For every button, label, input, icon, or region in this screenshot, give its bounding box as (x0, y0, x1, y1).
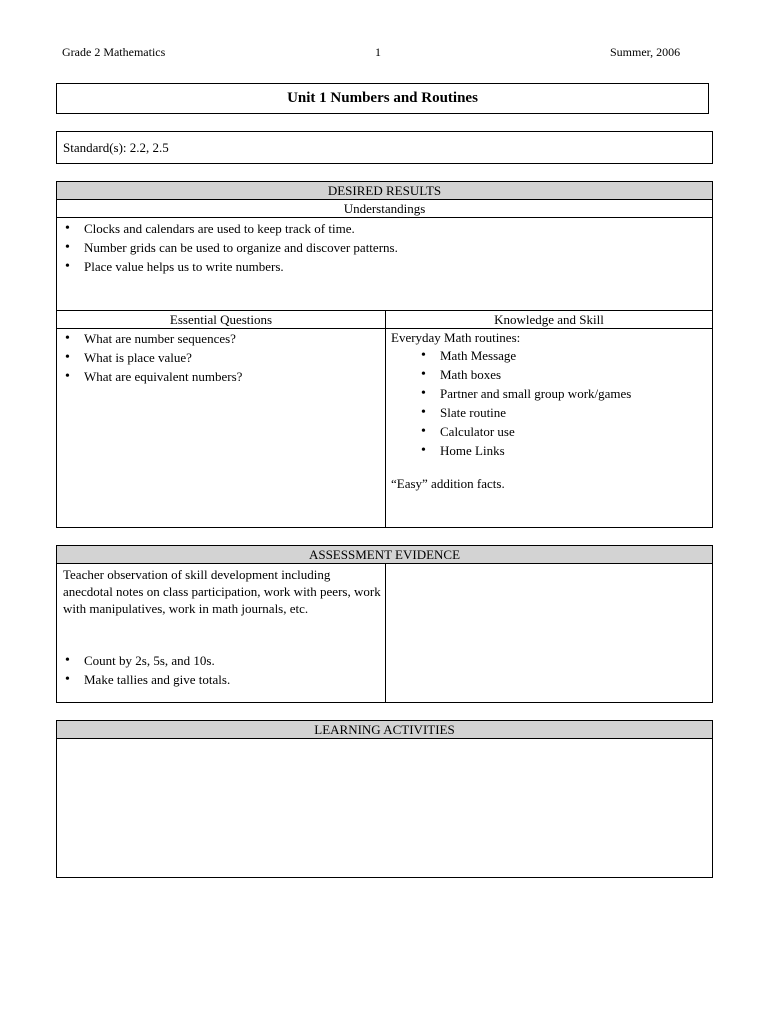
column-divider (385, 310, 386, 527)
learning-heading: LEARNING ACTIVITIES (57, 721, 712, 739)
desired-results-heading: DESIRED RESULTS (57, 182, 712, 200)
list-item: • Partner and small group work/games (413, 384, 712, 403)
header-course: Grade 2 Mathematics (62, 45, 166, 59)
list-item: • Math boxes (413, 365, 712, 384)
list-item: • Home Links (413, 441, 712, 460)
knowledge-list (413, 346, 712, 460)
knowledge-footer: “Easy” addition facts. (391, 476, 505, 491)
list-item: • Clocks and calendars are used to keep track of time. (57, 219, 712, 238)
understandings-heading: Understandings (57, 200, 712, 218)
knowledge-intro: Everyday Math routines: (391, 330, 521, 345)
assessment-heading: ASSESSMENT EVIDENCE (57, 546, 712, 564)
standards-text: Standard(s): 2.2, 2.5 (63, 139, 169, 155)
understandings-list (57, 219, 712, 276)
desired-results-table (56, 181, 713, 528)
list-item: • Make tallies and give totals. (57, 670, 385, 689)
assessment-list (57, 651, 385, 689)
essential-questions-heading: Essential Questions (57, 311, 385, 329)
list-item: • Calculator use (413, 422, 712, 441)
list-item: • What is place value? (57, 348, 385, 367)
unit-title-box (56, 83, 709, 114)
unit-title: Unit 1 Numbers and Routines (287, 90, 478, 106)
list-item: • Slate routine (413, 403, 712, 422)
list-item: • Number grids can be used to organize and discover patterns. (57, 238, 712, 257)
column-divider (385, 564, 386, 702)
assessment-text: Teacher observation of skill development including anecdotal notes on class participation, work with peers, work with manipulatives, work in math journals, etc. (63, 567, 381, 616)
essential-questions-list (57, 329, 385, 386)
list-item: • What are number sequences? (57, 329, 385, 348)
assessment-evidence-table (56, 545, 713, 703)
list-item: • Math Message (413, 346, 712, 365)
list-item: • Place value helps us to write numbers. (57, 257, 712, 276)
knowledge-heading: Knowledge and Skill (386, 311, 712, 329)
learning-activities-table (56, 720, 713, 878)
standards-box (56, 131, 713, 164)
list-item: • What are equivalent numbers? (57, 367, 385, 386)
header-page-number: 1 (375, 45, 381, 59)
header-term: Summer, 2006 (610, 45, 681, 59)
list-item: • Count by 2s, 5s, and 10s. (57, 651, 385, 670)
